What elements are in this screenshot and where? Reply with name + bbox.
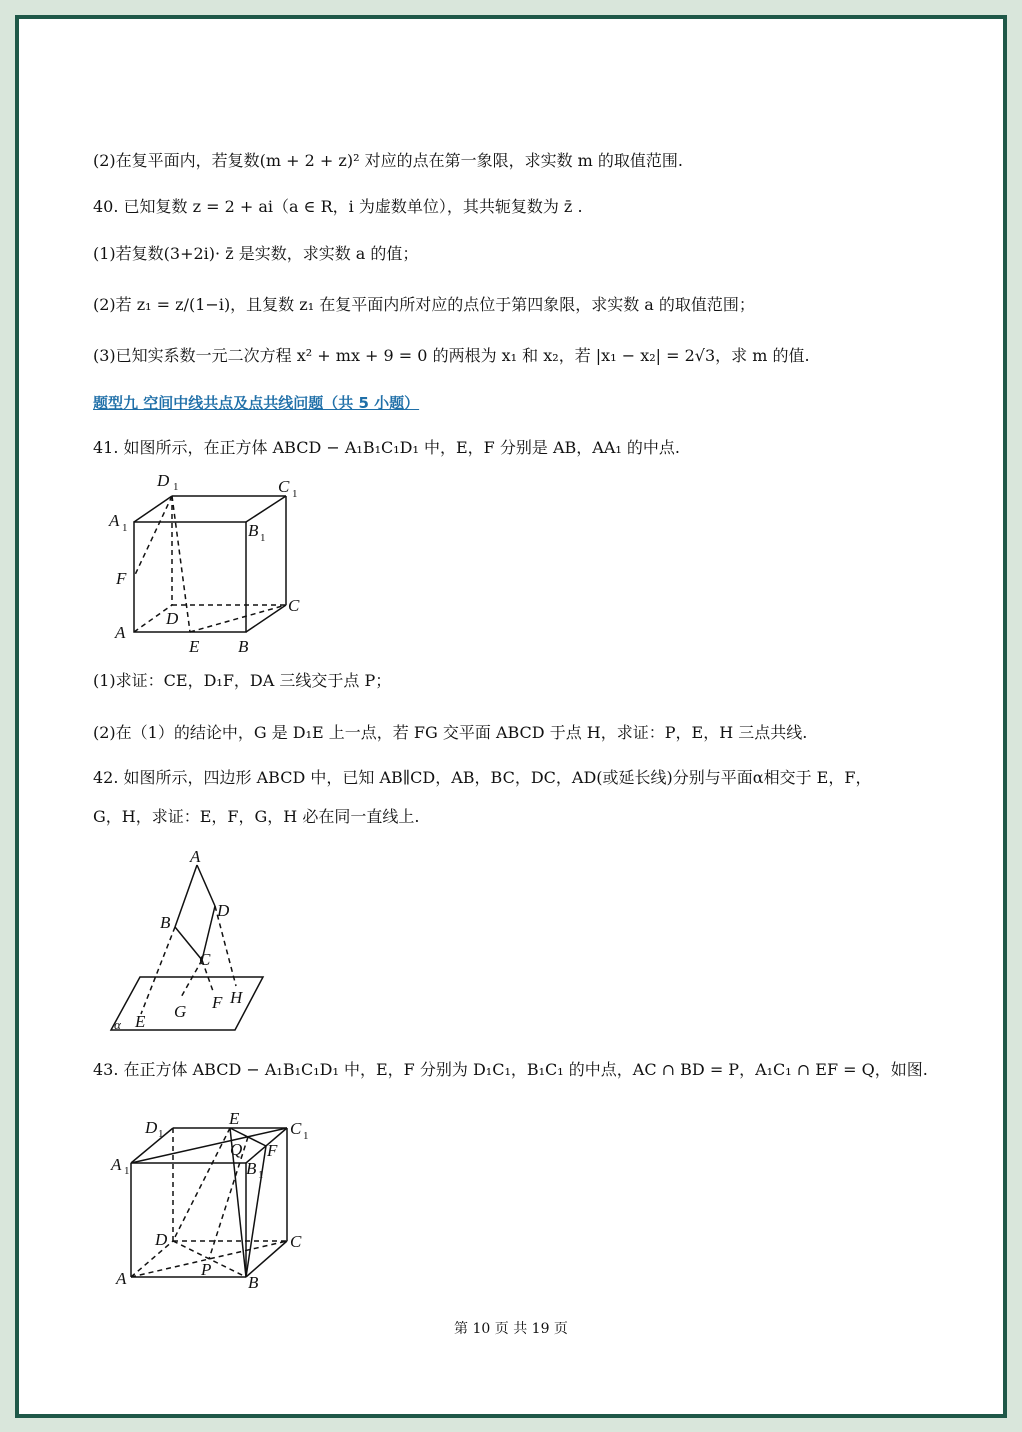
label-A1: A <box>109 511 120 530</box>
label-P: P <box>201 1260 212 1279</box>
section-heading: 题型九 空间中线共点及点共线问题（共 5 小题） <box>93 394 420 412</box>
question-40-part-1: (1)若复数(3+2i)· z̄ 是实数，求实数 a 的值； <box>93 244 419 263</box>
label-A: A <box>190 847 201 866</box>
label-E: E <box>135 1012 146 1031</box>
label-C1-sub: 1 <box>303 1130 309 1142</box>
label-A1-sub: 1 <box>122 522 128 534</box>
label-D1: D <box>157 471 170 490</box>
label-C1: C <box>290 1119 302 1138</box>
label-alpha: α <box>114 1017 121 1032</box>
label-G: G <box>174 1002 187 1021</box>
question-43: 43. 在正方体 ABCD − A₁B₁C₁D₁ 中，E，F 分别为 D₁C₁，B₁C₁ 的中点，AC ∩ BD = P，A₁C₁ ∩ EF = Q，如图. <box>93 1060 928 1079</box>
label-D1-sub: 1 <box>173 481 179 493</box>
page-footer: 第 10 页 共 19 页 <box>454 1321 568 1337</box>
label-C1: C <box>278 477 290 496</box>
label-E: E <box>189 637 200 656</box>
label-A1-sub: 1 <box>124 1165 130 1177</box>
label-H: H <box>230 988 243 1007</box>
label-B: B <box>248 1273 259 1292</box>
label-B1-sub: 1 <box>258 1169 264 1181</box>
question-41-part-2: (2)在（1）的结论中，G 是 D₁E 上一点，若 FG 交平面 ABCD 于点 H，求证：P，E，H 三点共线. <box>93 723 808 742</box>
label-A: A <box>115 623 126 642</box>
label-F: F <box>267 1141 278 1160</box>
label-E: E <box>229 1109 240 1128</box>
label-C: C <box>288 596 300 615</box>
label-D: D <box>217 901 230 920</box>
label-F: F <box>212 993 223 1012</box>
label-C1-sub: 1 <box>292 488 298 500</box>
question-39-part-2: (2)在复平面内，若复数(m + 2 + z)² 对应的点在第一象限，求实数 m 的取值范围. <box>93 151 684 170</box>
question-40: 40. 已知复数 z = 2 + ai（a ∈ R，i 为虚数单位），其共轭复数为 z̄ . <box>93 197 583 216</box>
question-42-line-1: 42. 如图所示，四边形 ABCD 中，已知 AB∥CD，AB，BC，DC，AD(或延长线)分别与平面α相交于 E，F， <box>93 768 872 787</box>
question-40-part-3: (3)已知实系数一元二次方程 x² + mx + 9 = 0 的两根为 x₁ 和 x₂，若 |x₁ − x₂| = 2√3，求 m 的值. <box>93 346 810 365</box>
question-42-line-2: G，H，求证：E，F，G，H 必在同一直线上. <box>93 807 420 826</box>
label-A: A <box>116 1269 127 1288</box>
label-B: B <box>238 637 249 656</box>
question-40-part-2: (2)若 z₁ = z/(1−i)，且复数 z₁ 在复平面内所对应的点位于第四象限，求实数 a 的取值范围； <box>93 295 755 314</box>
label-D1-sub: 1 <box>158 1128 164 1140</box>
label-C: C <box>290 1232 302 1251</box>
label-B1-sub: 1 <box>260 532 266 544</box>
label-D: D <box>155 1230 168 1249</box>
label-F: F <box>116 569 127 588</box>
label-D: D <box>166 609 179 628</box>
question-41-part-1: (1)求证：CE，D₁F，DA 三线交于点 P； <box>93 671 392 690</box>
label-B: B <box>160 913 171 932</box>
label-B1: B <box>248 521 259 540</box>
label-B1: B <box>246 1159 257 1178</box>
label-D1: D <box>145 1118 158 1137</box>
question-41: 41. 如图所示，在正方体 ABCD − A₁B₁C₁D₁ 中，E，F 分别是 AB，AA₁ 的中点. <box>93 438 680 457</box>
label-C: C <box>199 950 211 969</box>
label-A1: A <box>111 1155 122 1174</box>
label-Q: Q <box>230 1140 243 1159</box>
